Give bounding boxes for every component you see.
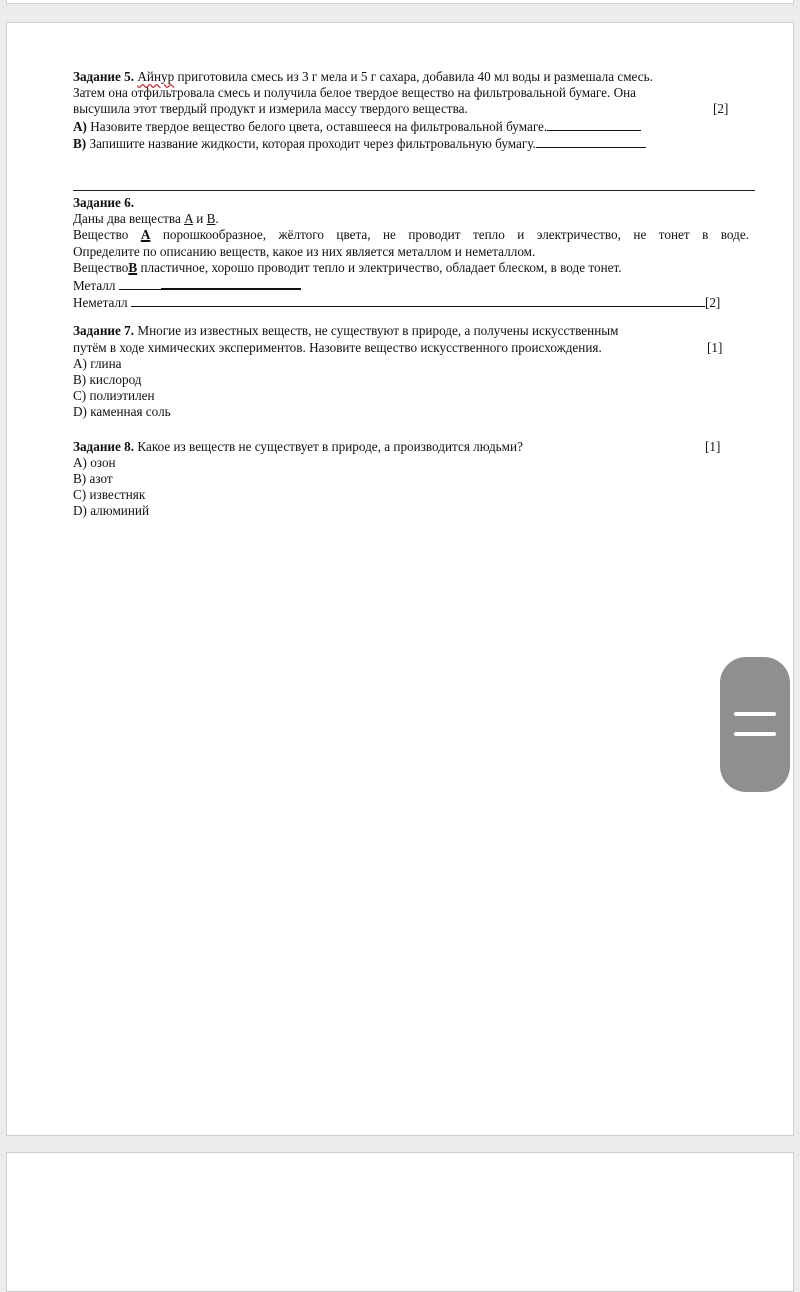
task6-line-2-rest: порошкообразное, жёлтого цвета, не проводит тепло и электричество, не тонет в воде. xyxy=(162,227,749,243)
task7-points: [1] xyxy=(707,339,723,355)
scroll-handle[interactable] xyxy=(720,657,790,792)
next-page xyxy=(6,1152,794,1292)
task6-line-1-text: Даны два вещества xyxy=(73,211,181,227)
task5-question-a xyxy=(73,118,763,135)
task7-option[interactable]: A) глина xyxy=(73,355,122,371)
previous-page-edge xyxy=(6,0,794,4)
task6-and: и xyxy=(196,211,204,227)
task8-option[interactable]: C) известняк xyxy=(73,487,146,503)
task5-question-b xyxy=(73,135,763,152)
task8-option[interactable]: D) алюминий xyxy=(73,503,150,519)
task5-points: [2] xyxy=(713,101,729,117)
task6-substance-a: A xyxy=(184,211,193,227)
task7-option[interactable]: B) кислород xyxy=(73,372,142,388)
task8-line-1 xyxy=(73,439,763,455)
task6-line-4-pre: Вещество xyxy=(73,259,129,275)
task8-option[interactable]: A) озон xyxy=(73,454,116,470)
task6-line-1 xyxy=(73,211,763,227)
task7-line-2-bold: путём в ходе химических экспериментов. xyxy=(73,339,306,355)
task6-line-4-b: B xyxy=(128,259,138,275)
task7-option[interactable]: C) полиэтилен xyxy=(73,388,155,404)
task8-points: [1] xyxy=(705,438,721,454)
spacer xyxy=(73,311,763,323)
task8-question: Какое из веществ не существует в природе, а производится людьми? xyxy=(137,438,523,454)
task5-name-misspelled: Айнур xyxy=(137,69,175,84)
task6-line-4-rest: пластичное, хорошо проводит тепло и электричество, обладает блеском, в воде тонет. xyxy=(140,259,622,275)
task6-nonmetal-label: Неметалл xyxy=(73,295,128,311)
page-content xyxy=(73,69,763,520)
task7-line-2 xyxy=(73,340,763,356)
document-page xyxy=(6,22,794,1136)
task7-line-1 xyxy=(73,323,763,339)
task5-line-3-text: высушила этот твердый продукт и измерила массу твердого вещества. xyxy=(73,101,468,117)
task6-line-2-a: A xyxy=(140,227,151,243)
task5-line-1-text: приготовила смесь из 3 г мела и 5 г сахара, добавила 40 мл воды и размешала смесь. xyxy=(177,69,653,84)
task6-line-2-pre: Вещество xyxy=(73,227,129,243)
task5-line-1 xyxy=(73,69,763,85)
task7-option[interactable]: D) каменная соль xyxy=(73,404,171,420)
task5-qb-label: B) xyxy=(73,135,87,151)
grip-line-icon xyxy=(734,732,776,736)
task5-qa-answer-blank[interactable] xyxy=(547,118,641,131)
task6-nonmetal-answer-blank[interactable] xyxy=(131,294,705,307)
task6-line-3: Определите по описанию веществ, какое из них является металлом и неметаллом. xyxy=(73,243,536,259)
task6-nonmetal-row xyxy=(73,294,763,311)
task5-qa-label: A) xyxy=(73,118,87,134)
task6-substance-b: B xyxy=(206,211,216,227)
task6-line-2 xyxy=(73,227,749,243)
task6-metal-label: Металл xyxy=(73,278,116,294)
task6-metal-blank-thin[interactable] xyxy=(119,277,161,290)
task6-dot: . xyxy=(215,211,219,227)
task7-line-1-text: Многие из известных веществ, не существуют в природе, а получены искусственным xyxy=(137,323,619,339)
task5-label: Задание 5. xyxy=(73,69,135,84)
task6-metal-row xyxy=(73,276,763,294)
task5-line-2: Затем она отфильтровала смесь и получила белое твердое вещество на фильтровальной бумаге. Она xyxy=(73,85,637,101)
task6-label: Задание 6. xyxy=(73,195,135,211)
task7-label: Задание 7. xyxy=(73,323,135,339)
task8-label: Задание 8. xyxy=(73,438,135,454)
grip-line-icon xyxy=(734,712,776,716)
spacer xyxy=(73,421,763,439)
task8-option[interactable]: B) азот xyxy=(73,471,113,487)
task5-qb-text: Запишите название жидкости, которая проходит через фильтровальную бумагу. xyxy=(89,135,536,151)
task6-metal-answer-blank[interactable] xyxy=(161,276,301,290)
section-divider xyxy=(73,190,755,191)
task6-line-4 xyxy=(73,260,763,276)
task5-qb-answer-blank[interactable] xyxy=(536,135,646,148)
task5-qa-text: Назовите твердое вещество белого цвета, оставшееся на фильтровальной бумаге. xyxy=(90,118,548,134)
task5-line-3 xyxy=(73,101,763,117)
task7-line-2-text: Назовите вещество искусственного происхождения. xyxy=(309,339,602,355)
task6-points: [2] xyxy=(704,295,721,311)
